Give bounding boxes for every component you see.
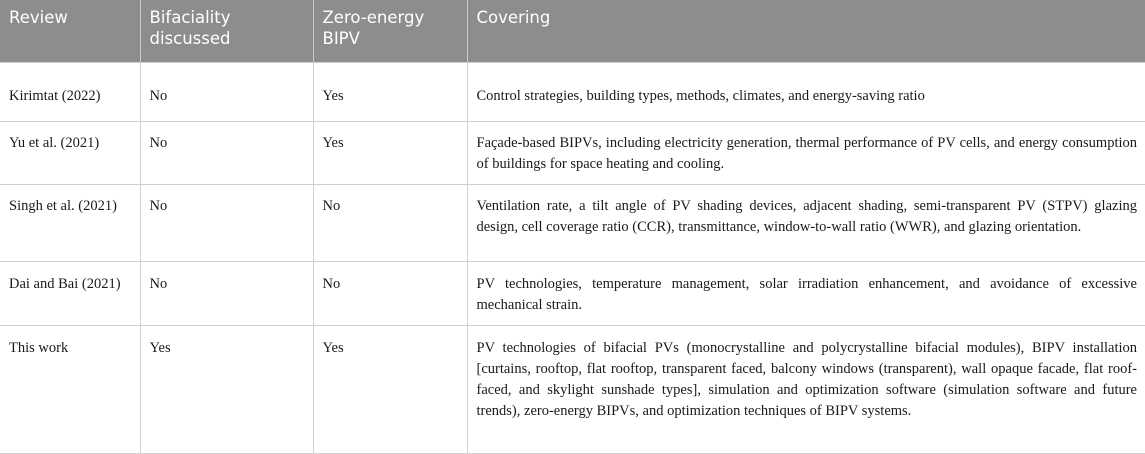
header-bifaciality: Bifaciality discussed (140, 0, 313, 63)
table-header (0, 0, 1145, 63)
cell-review: Yu et al. (2021) (0, 122, 140, 185)
header-row (0, 0, 1145, 63)
table-row (0, 185, 1145, 262)
cell-covering: Ventilation rate, a tilt angle of PV shading devices, adjacent shading, semi-transparent PV (STPV) glazing design, cell coverage ratio (CCR), transmittance, window-to-wall ratio (WWR), and glazing orientation. (467, 185, 1145, 262)
cell-zero-energy: Yes (313, 122, 467, 185)
cell-bifaciality: No (140, 185, 313, 262)
cell-review: This work (0, 326, 140, 454)
table-row (0, 63, 1145, 122)
cell-covering: Control strategies, building types, methods, climates, and energy-saving ratio (467, 63, 1145, 122)
cell-bifaciality: No (140, 63, 313, 122)
header-covering: Covering (467, 0, 1145, 63)
cell-covering: PV technologies, temperature management, solar irradiation enhancement, and avoidance of excessive mechanical strain. (467, 262, 1145, 326)
cell-bifaciality: No (140, 262, 313, 326)
cell-bifaciality: No (140, 122, 313, 185)
header-zero-energy: Zero-energy BIPV (313, 0, 467, 63)
cell-zero-energy: Yes (313, 63, 467, 122)
cell-review: Singh et al. (2021) (0, 185, 140, 262)
cell-zero-energy: Yes (313, 326, 467, 454)
cell-bifaciality: Yes (140, 326, 313, 454)
table-row (0, 326, 1145, 454)
cell-covering: PV technologies of bifacial PVs (monocrystalline and polycrystalline bifacial modules), BIPV installation [curtains, rooftop, flat rooftop, transparent faced, balcony windows (transparent), wall opaque facade, flat roof-faced, and skylight sunshade types], simulation and optimization software (simulation software and future trends), zero-energy BIPVs, and optimization techniques of BIPV systems. (467, 326, 1145, 454)
cell-zero-energy: No (313, 185, 467, 262)
header-review: Review (0, 0, 140, 63)
cell-zero-energy: No (313, 262, 467, 326)
table-body (0, 63, 1145, 454)
cell-review: Dai and Bai (2021) (0, 262, 140, 326)
cell-covering: Façade-based BIPVs, including electricity generation, thermal performance of PV cells, and energy consumption of buildings for space heating and cooling. (467, 122, 1145, 185)
table-row (0, 122, 1145, 185)
cell-review: Kirimtat (2022) (0, 63, 140, 122)
table-row (0, 262, 1145, 326)
